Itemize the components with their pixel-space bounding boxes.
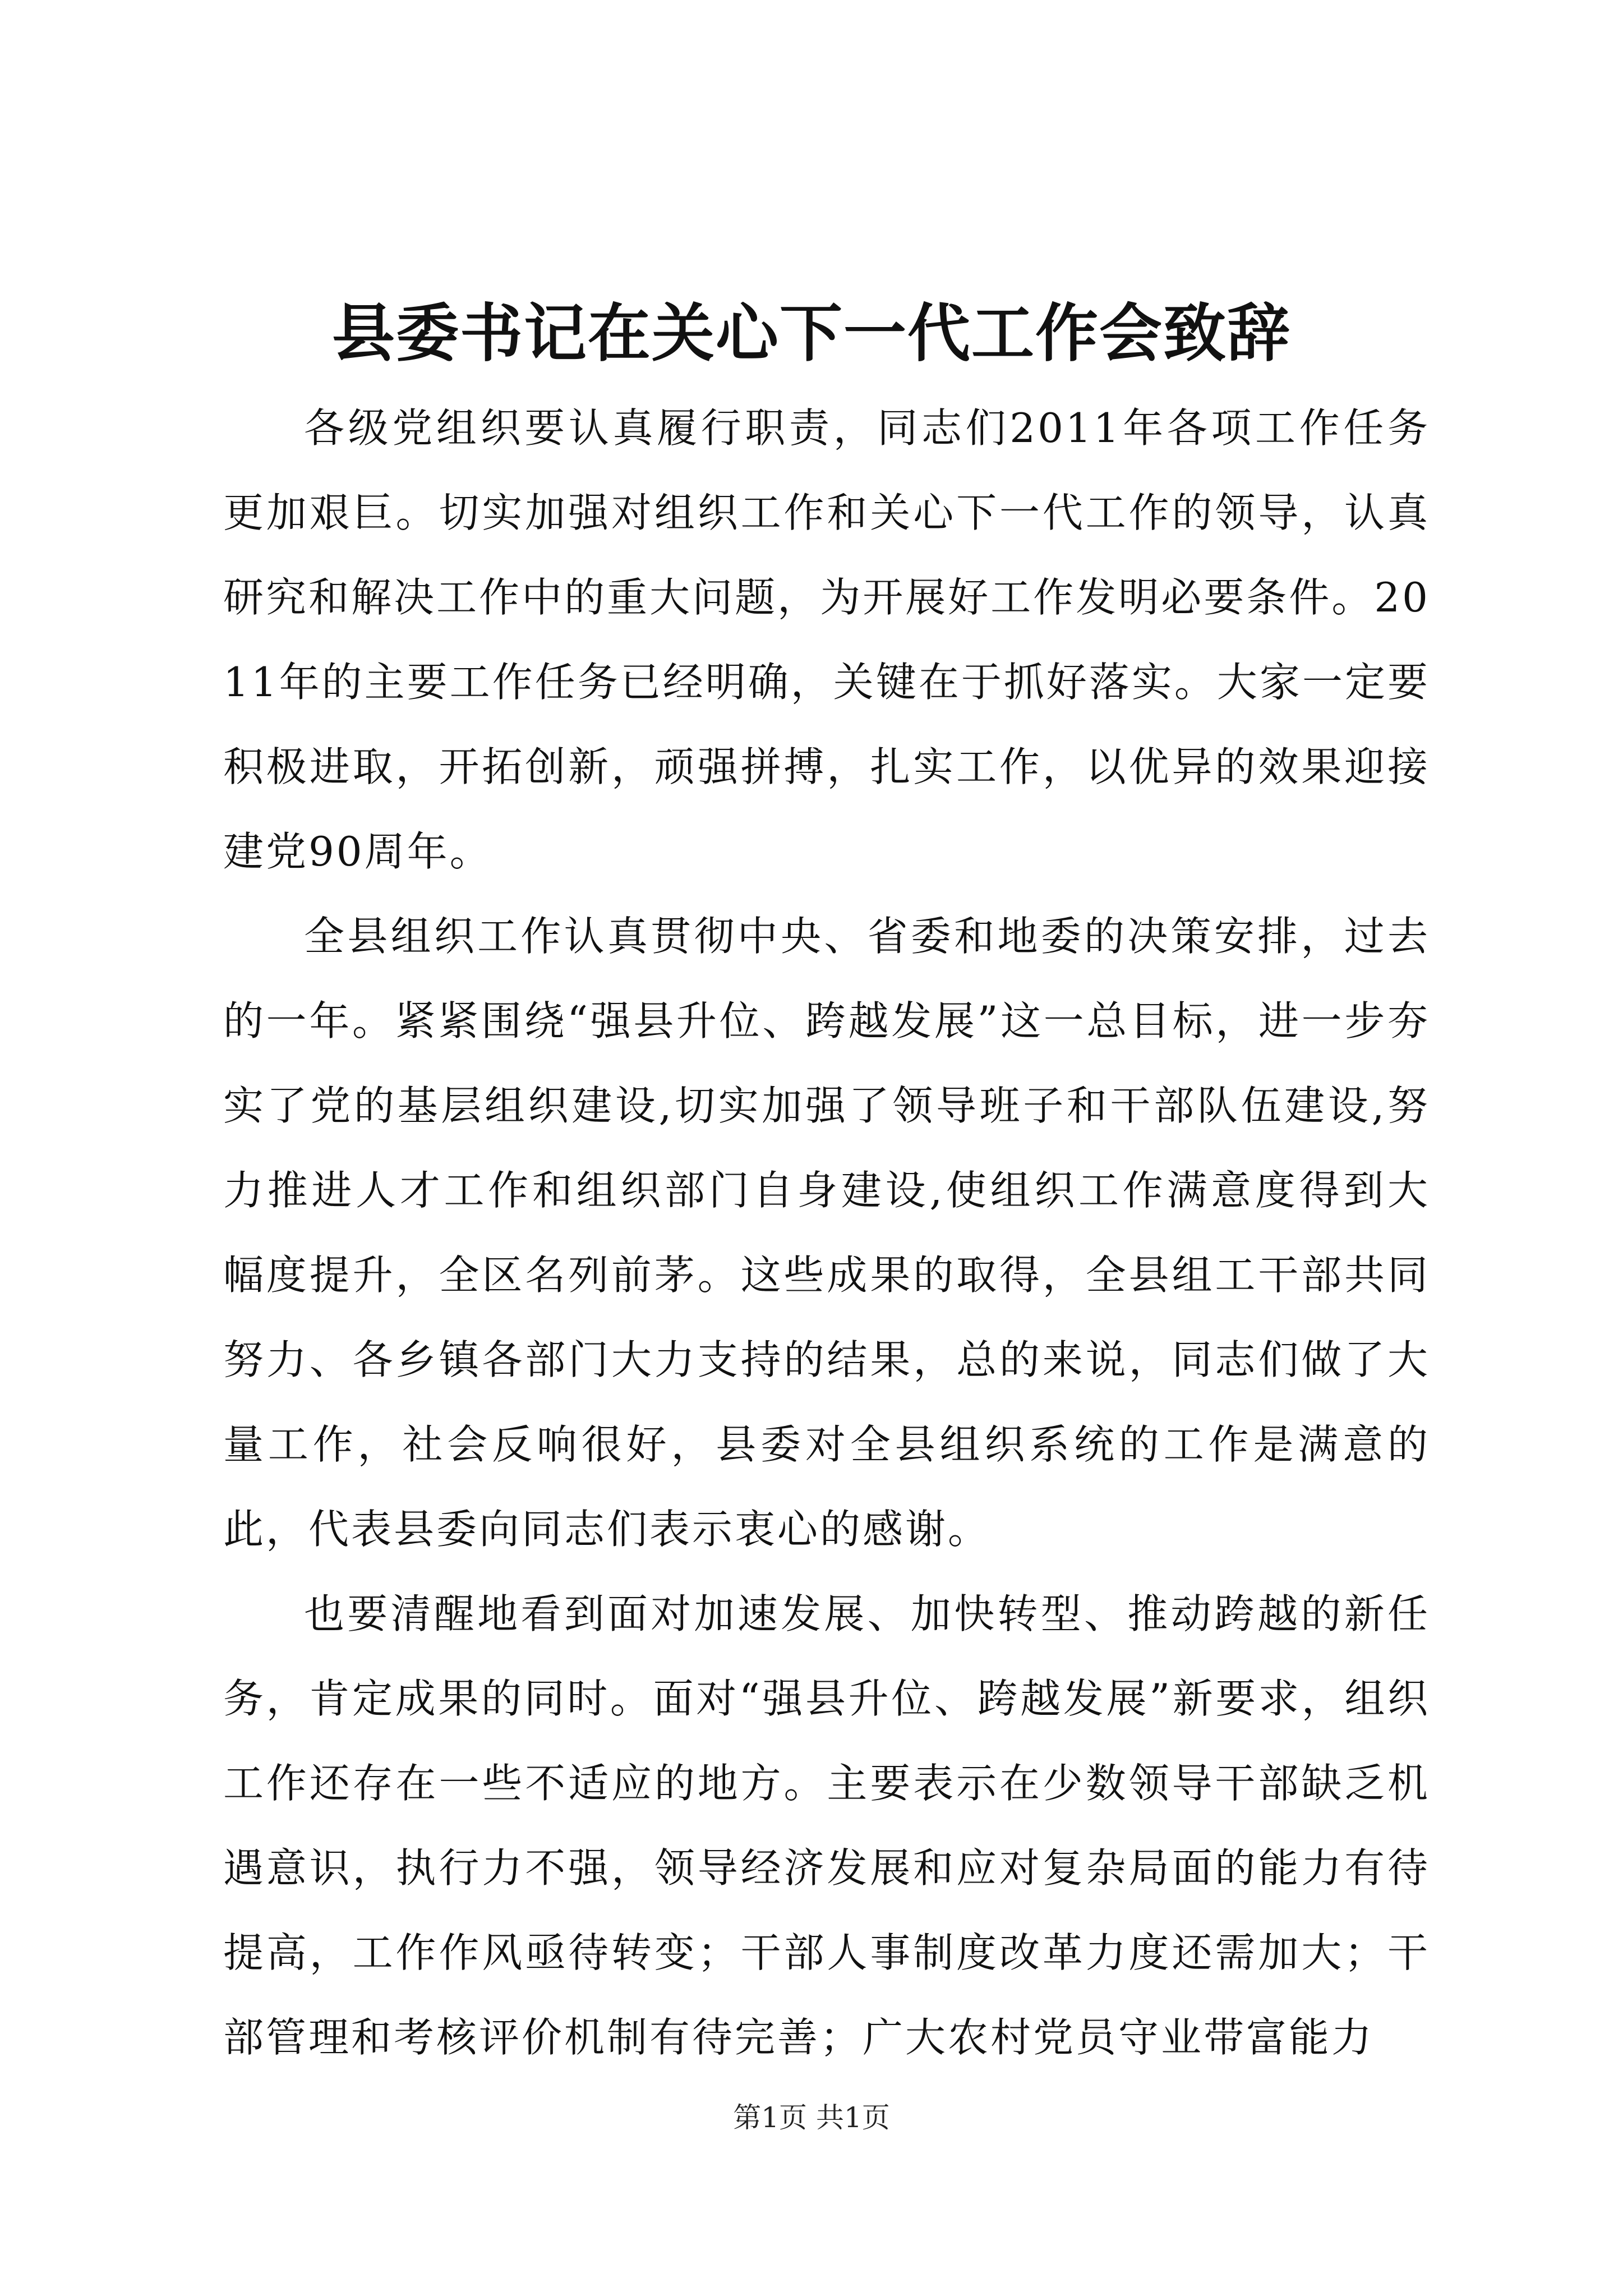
page-number-footer: 第1页 共1页	[733, 2101, 890, 2134]
paragraph-1: 各级党组织要认真履行职责，同志们2011年各项工作任务更加艰巨。切实加强对组织工作和关心下一代工作的领导，认真研究和解决工作中的重大问题，为开展好工作发明必要条件。2011年的主要工作任务已经明确，关键在于抓好落实。大家一定要积极进取，开拓创新，顽强拼搏，扎实工作，以优异的效果迎接建党90周年。	[223, 404, 1430, 875]
paragraph-3: 也要清醒地看到面对加速发展、加快转型、推动跨越的新任务，肯定成果的同时。面对“强县升位、跨越发展”新要求，组织工作还存在一些不适应的地方。主要表示在少数领导干部缺乏机遇意识，执行力不强，领导经济发展和应对复杂局面的能力有待提高，工作作风亟待转变；干部人事制度改革力度还需加大；干部管理和考核评价机制有待完善；广大农村党员守业带富能力	[223, 1590, 1430, 2061]
document-body	[223, 386, 1430, 2080]
document-title: 县委书记在关心下一代工作会致辞	[332, 297, 1291, 370]
paragraph-2: 全县组织工作认真贯彻中央、省委和地委的决策安排，过去的一年。紧紧围绕“强县升位、跨越发展”这一总目标，进一步夯实了党的基层组织建设,切实加强了领导班子和干部队伍建设,努力推进人才工作和组织部门自身建设,使组织工作满意度得到大幅度提升，全区名列前茅。这些成果的取得，全县组工干部共同努力、各乡镇各部门大力支持的结果，总的来说，同志们做了大量工作，社会反响很好，县委对全县组织系统的工作是满意的此，代表县委向同志们表示衷心的感谢。	[223, 913, 1430, 1553]
